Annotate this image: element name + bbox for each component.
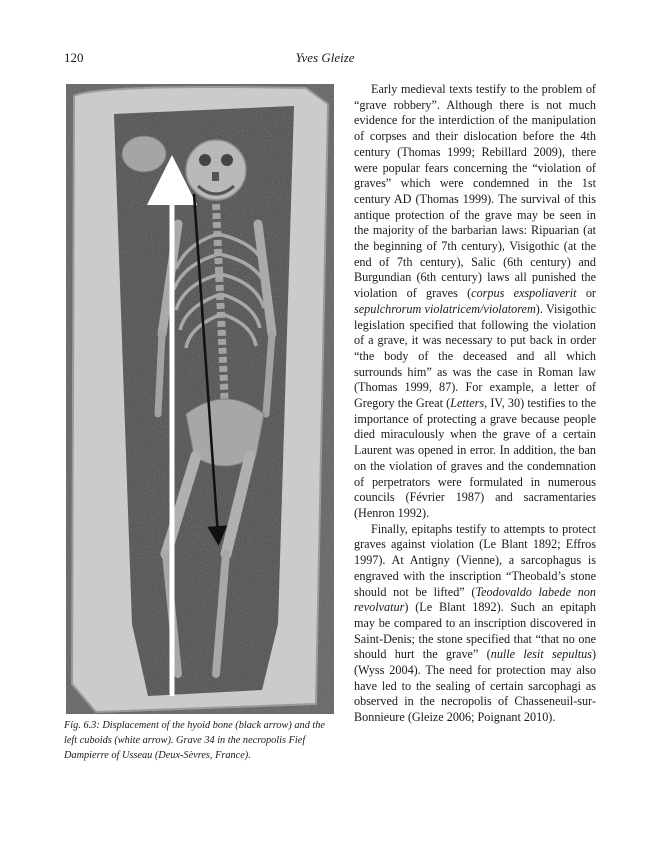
skull: [186, 140, 246, 200]
body-text: [354, 82, 596, 726]
page-number: 120: [64, 50, 84, 65]
paragraph-2: Finally, epitaphs testify to attempts to protect graves against violation (Le Blant 1892; Effros 1997). At Antigny (Vienne), a sarcophagus is engraved with the inscription “Theobald’s stone should not be lifted” (Teodovaldo labede non revolvatur) (Le Blant 1892). Such an epitaph may be compared to an inscription discovered in Saint-Denis; the stone specified that “that no one should hurt the grave” (nulle lesit sepultus) (Wyss 2004). The need for protection may also have led to the sealing of certain sarcophagi as observed in the necropolis of Chasseneuil-sur-Bonnieure (Gleize 2006; Poignant 2010).: [354, 521, 596, 725]
figure-caption: Fig. 6.3: Displacement of the hyoid bone (black arrow) and the left cuboids (white arrow). Grave 34 in the necropolis Fief Dampierre of Usseau (Deux-Sèvres, France).: [64, 720, 325, 761]
running-head: Yves Gleize: [295, 50, 355, 65]
paragraph-1: Early medieval texts testify to the problem of “grave robbery”. Although there is not much evidence for the interdiction of the manipulation of corpses and their dislocation before the 4th century (Thomas 1999; Rebillard 2009), there were popular fears concerning the “violation of graves” which were condemned in the 1st century AD (Thomas 1999). The survival of this antique protection of the grave may be seen in the majority of the barbarian laws: Ripuarian (at the beginning of 7th century), Visigothic (at the end of 7th century), Salic (6th century) and Burgundian (6th century) laws all punished the violation of graves (corpus exspoliaverit or sepulchrorum violatricem/violatorem). Visigothic legislation specified that following the violation of a grave, it was necessary to put back in order “the body of the deceased and all which surrounds him” as was the case in Roman law (Thomas 1999, 87). For example, a letter of Gregory the Great (Letters, IV, 30) testifies to the importance of protecting a grave because people died miraculously when the grave of a certain Laurent was opened in error. In addition, the ban on the violation of graves and the condemnation of perpetrators were formulated in numerous councils (Février 1987) and sacramentaries (Henron 1992).: [354, 82, 597, 520]
bone-fragment: [122, 136, 166, 172]
grave-photograph: [66, 84, 334, 714]
